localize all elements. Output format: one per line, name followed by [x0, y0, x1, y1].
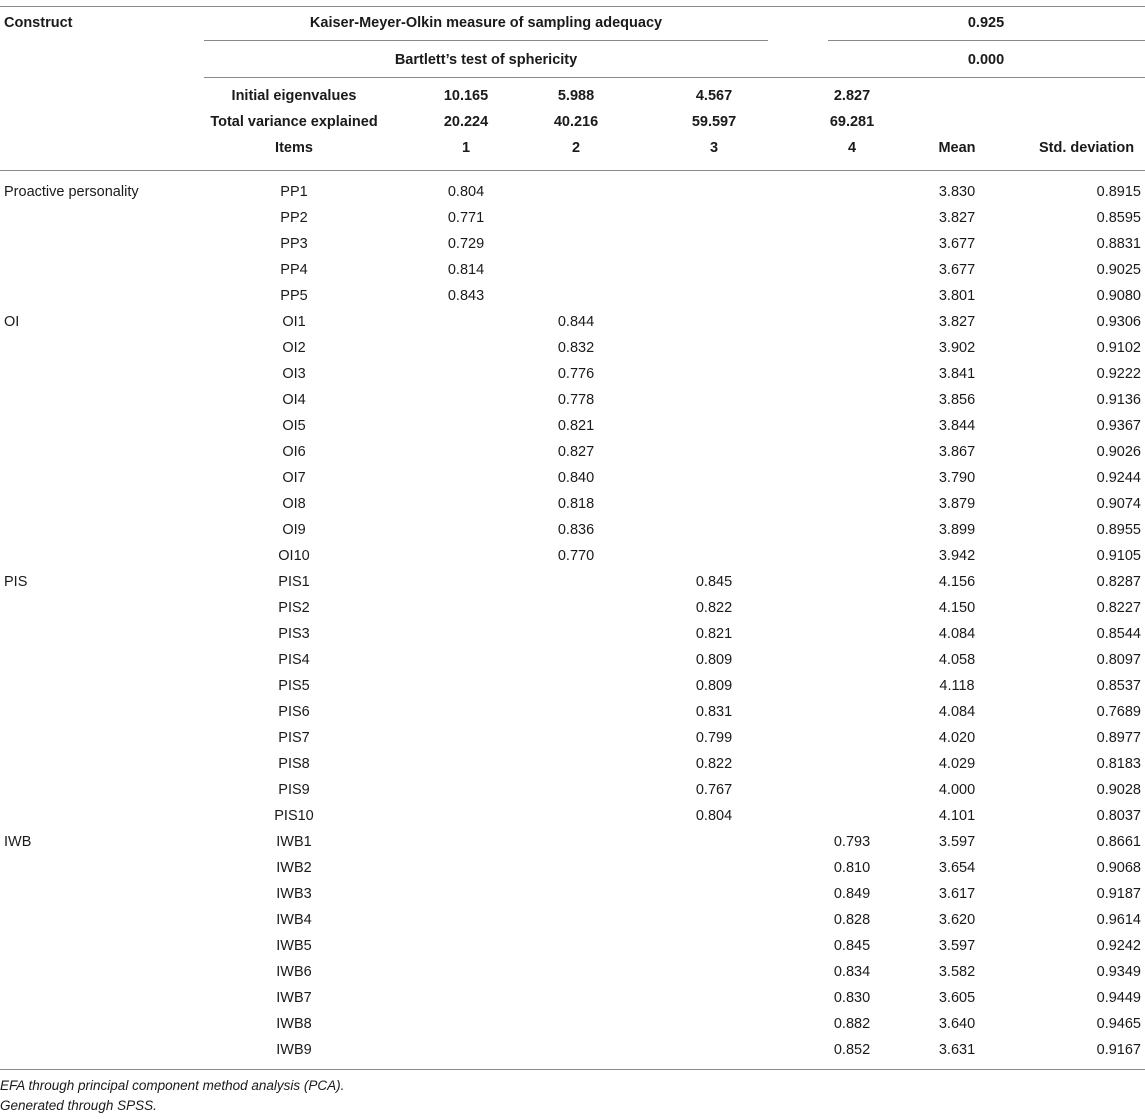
factor-loading: 0.834 — [833, 964, 871, 980]
item-label: IWB9 — [276, 1042, 312, 1058]
mean-value: 3.844 — [938, 418, 976, 434]
item-label: OI6 — [282, 444, 306, 460]
item-label: PIS10 — [274, 808, 314, 824]
bartlett-value: 0.000 — [967, 52, 1005, 68]
sd-value: 0.9026 — [1096, 444, 1141, 460]
eigenvalue-2: 5.988 — [557, 88, 595, 104]
item-label: IWB8 — [276, 1016, 312, 1032]
mean-value: 3.899 — [938, 522, 976, 538]
component-4-header: 4 — [847, 140, 857, 156]
sd-header: Std. deviation — [1039, 140, 1135, 156]
mean-value: 3.841 — [938, 366, 976, 382]
item-label: PIS1 — [278, 574, 310, 590]
item-label: PP5 — [280, 288, 308, 304]
item-label: IWB4 — [276, 912, 312, 928]
mean-value: 3.942 — [938, 548, 976, 564]
sd-value: 0.8544 — [1096, 626, 1141, 642]
construct-label: IWB — [4, 834, 32, 850]
sd-value: 0.9242 — [1096, 938, 1141, 954]
sd-value: 0.8097 — [1096, 652, 1141, 668]
factor-loading: 0.771 — [447, 210, 485, 226]
item-label: PP3 — [280, 236, 308, 252]
mean-value: 3.620 — [938, 912, 976, 928]
item-label: OI5 — [282, 418, 306, 434]
sd-value: 0.8287 — [1096, 574, 1141, 590]
item-label: PIS2 — [278, 600, 310, 616]
factor-loading: 0.822 — [695, 600, 733, 616]
sd-value: 0.9349 — [1096, 964, 1141, 980]
sd-value: 0.9102 — [1096, 340, 1141, 356]
sd-value: 0.9074 — [1096, 496, 1141, 512]
kmo-value: 0.925 — [967, 15, 1005, 31]
item-label: IWB3 — [276, 886, 312, 902]
mean-value: 3.790 — [938, 470, 976, 486]
factor-loading: 0.843 — [447, 288, 485, 304]
mean-value: 4.150 — [938, 600, 976, 616]
factor-loading: 0.809 — [695, 652, 733, 668]
mean-value: 3.830 — [938, 184, 976, 200]
factor-loading: 0.832 — [557, 340, 595, 356]
factor-loading: 0.814 — [447, 262, 485, 278]
sd-value: 0.9105 — [1096, 548, 1141, 564]
factor-loading: 0.809 — [695, 678, 733, 694]
sd-value: 0.8037 — [1096, 808, 1141, 824]
item-label: OI4 — [282, 392, 306, 408]
item-label: IWB7 — [276, 990, 312, 1006]
sd-value: 0.9306 — [1096, 314, 1141, 330]
factor-loading: 0.830 — [833, 990, 871, 1006]
bartlett-label: Bartlett’s test of sphericity — [394, 52, 578, 68]
mean-value: 3.617 — [938, 886, 976, 902]
item-label: OI9 — [282, 522, 306, 538]
factor-loading: 0.828 — [833, 912, 871, 928]
component-2-header: 2 — [571, 140, 581, 156]
variance-4: 69.281 — [829, 114, 875, 130]
factor-loading: 0.821 — [557, 418, 595, 434]
sd-value: 0.9028 — [1096, 782, 1141, 798]
mean-value: 4.020 — [938, 730, 976, 746]
mean-value: 3.867 — [938, 444, 976, 460]
item-label: PIS9 — [278, 782, 310, 798]
factor-loading: 0.845 — [695, 574, 733, 590]
item-label: OI10 — [278, 548, 310, 564]
item-label: IWB2 — [276, 860, 312, 876]
mean-value: 4.000 — [938, 782, 976, 798]
sd-value: 0.9449 — [1096, 990, 1141, 1006]
sd-value: 0.9167 — [1096, 1042, 1141, 1058]
mean-value: 4.084 — [938, 704, 976, 720]
mean-value: 3.827 — [938, 210, 976, 226]
mean-value: 3.677 — [938, 236, 976, 252]
mean-value: 3.582 — [938, 964, 976, 980]
factor-loading: 0.882 — [833, 1016, 871, 1032]
factor-loading: 0.804 — [447, 184, 485, 200]
mean-value: 3.856 — [938, 392, 976, 408]
mean-value: 3.827 — [938, 314, 976, 330]
sd-value: 0.9187 — [1096, 886, 1141, 902]
mean-value: 4.156 — [938, 574, 976, 590]
factor-loading: 0.776 — [557, 366, 595, 382]
eigenvalue-4: 2.827 — [833, 88, 871, 104]
item-label: PIS6 — [278, 704, 310, 720]
factor-loading: 0.804 — [695, 808, 733, 824]
footnote-source: Generated through SPSS. — [0, 1098, 157, 1113]
mean-value: 3.631 — [938, 1042, 976, 1058]
mean-value: 4.029 — [938, 756, 976, 772]
factor-loading: 0.831 — [695, 704, 733, 720]
item-label: PP1 — [280, 184, 308, 200]
mean-value: 4.101 — [938, 808, 976, 824]
sd-value: 0.9614 — [1096, 912, 1141, 928]
factor-loading: 0.729 — [447, 236, 485, 252]
component-1-header: 1 — [461, 140, 471, 156]
sd-value: 0.9465 — [1096, 1016, 1141, 1032]
sd-value: 0.9025 — [1096, 262, 1141, 278]
eigenvalues-label: Initial eigenvalues — [231, 88, 357, 104]
kmo-rule — [204, 40, 768, 41]
factor-loading: 0.778 — [557, 392, 595, 408]
sd-value: 0.9222 — [1096, 366, 1141, 382]
item-label: OI3 — [282, 366, 306, 382]
sd-value: 0.9136 — [1096, 392, 1141, 408]
eigenvalue-3: 4.567 — [695, 88, 733, 104]
sd-value: 0.8977 — [1096, 730, 1141, 746]
mean-value: 4.084 — [938, 626, 976, 642]
sd-value: 0.9068 — [1096, 860, 1141, 876]
item-label: PP2 — [280, 210, 308, 226]
factor-loading: 0.827 — [557, 444, 595, 460]
factor-loading: 0.767 — [695, 782, 733, 798]
factor-loading: 0.852 — [833, 1042, 871, 1058]
construct-header: Construct — [4, 15, 73, 31]
item-label: OI1 — [282, 314, 306, 330]
mean-header: Mean — [938, 140, 976, 156]
factor-loading: 0.836 — [557, 522, 595, 538]
sd-value: 0.8595 — [1096, 210, 1141, 226]
factor-loading: 0.810 — [833, 860, 871, 876]
item-label: IWB1 — [276, 834, 312, 850]
sd-value: 0.9244 — [1096, 470, 1141, 486]
footnote-method: EFA through principal component method analysis (PCA). — [0, 1078, 345, 1093]
header-bottom-rule — [0, 170, 1145, 171]
sd-value: 0.8661 — [1096, 834, 1141, 850]
mean-value: 3.654 — [938, 860, 976, 876]
sd-value: 0.9080 — [1096, 288, 1141, 304]
sd-value: 0.8955 — [1096, 522, 1141, 538]
variance-3: 59.597 — [691, 114, 737, 130]
item-label: IWB5 — [276, 938, 312, 954]
eigenvalue-1: 10.165 — [443, 88, 489, 104]
bartlett-rule — [204, 77, 1145, 78]
table-bottom-rule — [0, 1069, 1145, 1070]
factor-loading: 0.849 — [833, 886, 871, 902]
item-label: PP4 — [280, 262, 308, 278]
mean-value: 3.597 — [938, 938, 976, 954]
item-label: OI8 — [282, 496, 306, 512]
variance-1: 20.224 — [443, 114, 489, 130]
construct-label: OI — [4, 314, 20, 330]
item-label: OI7 — [282, 470, 306, 486]
mean-value: 3.597 — [938, 834, 976, 850]
item-label: PIS8 — [278, 756, 310, 772]
kmo-label: Kaiser-Meyer-Olkin measure of sampling adequacy — [309, 15, 663, 31]
item-label: PIS5 — [278, 678, 310, 694]
factor-loading: 0.793 — [833, 834, 871, 850]
mean-value: 4.118 — [939, 678, 975, 694]
top-rule — [0, 6, 1145, 7]
factor-loading: 0.799 — [695, 730, 733, 746]
kmo-value-rule — [828, 40, 1145, 41]
sd-value: 0.8227 — [1096, 600, 1141, 616]
sd-value: 0.7689 — [1096, 704, 1141, 720]
factor-loading: 0.844 — [557, 314, 595, 330]
mean-value: 3.605 — [938, 990, 976, 1006]
factor-loading: 0.840 — [557, 470, 595, 486]
mean-value: 3.640 — [938, 1016, 976, 1032]
mean-value: 3.801 — [938, 288, 976, 304]
item-label: PIS3 — [278, 626, 310, 642]
factor-loading: 0.822 — [695, 756, 733, 772]
sd-value: 0.9367 — [1096, 418, 1141, 434]
item-label: PIS4 — [278, 652, 310, 668]
factor-loading: 0.770 — [557, 548, 595, 564]
sd-value: 0.8183 — [1096, 756, 1141, 772]
mean-value: 3.879 — [938, 496, 976, 512]
variance-label: Total variance explained — [210, 114, 378, 130]
construct-label: PIS — [4, 574, 28, 590]
item-label: IWB6 — [276, 964, 312, 980]
item-label: OI2 — [282, 340, 306, 356]
sd-value: 0.8915 — [1096, 184, 1141, 200]
sd-value: 0.8831 — [1096, 236, 1141, 252]
factor-loading: 0.818 — [557, 496, 595, 512]
item-label: PIS7 — [278, 730, 310, 746]
sd-value: 0.8537 — [1096, 678, 1141, 694]
mean-value: 4.058 — [938, 652, 976, 668]
factor-loading: 0.821 — [695, 626, 733, 642]
construct-label: Proactive personality — [4, 184, 139, 200]
mean-value: 3.902 — [938, 340, 976, 356]
items-header: Items — [275, 140, 313, 156]
factor-loading: 0.845 — [833, 938, 871, 954]
variance-2: 40.216 — [553, 114, 599, 130]
mean-value: 3.677 — [938, 262, 976, 278]
component-3-header: 3 — [709, 140, 719, 156]
